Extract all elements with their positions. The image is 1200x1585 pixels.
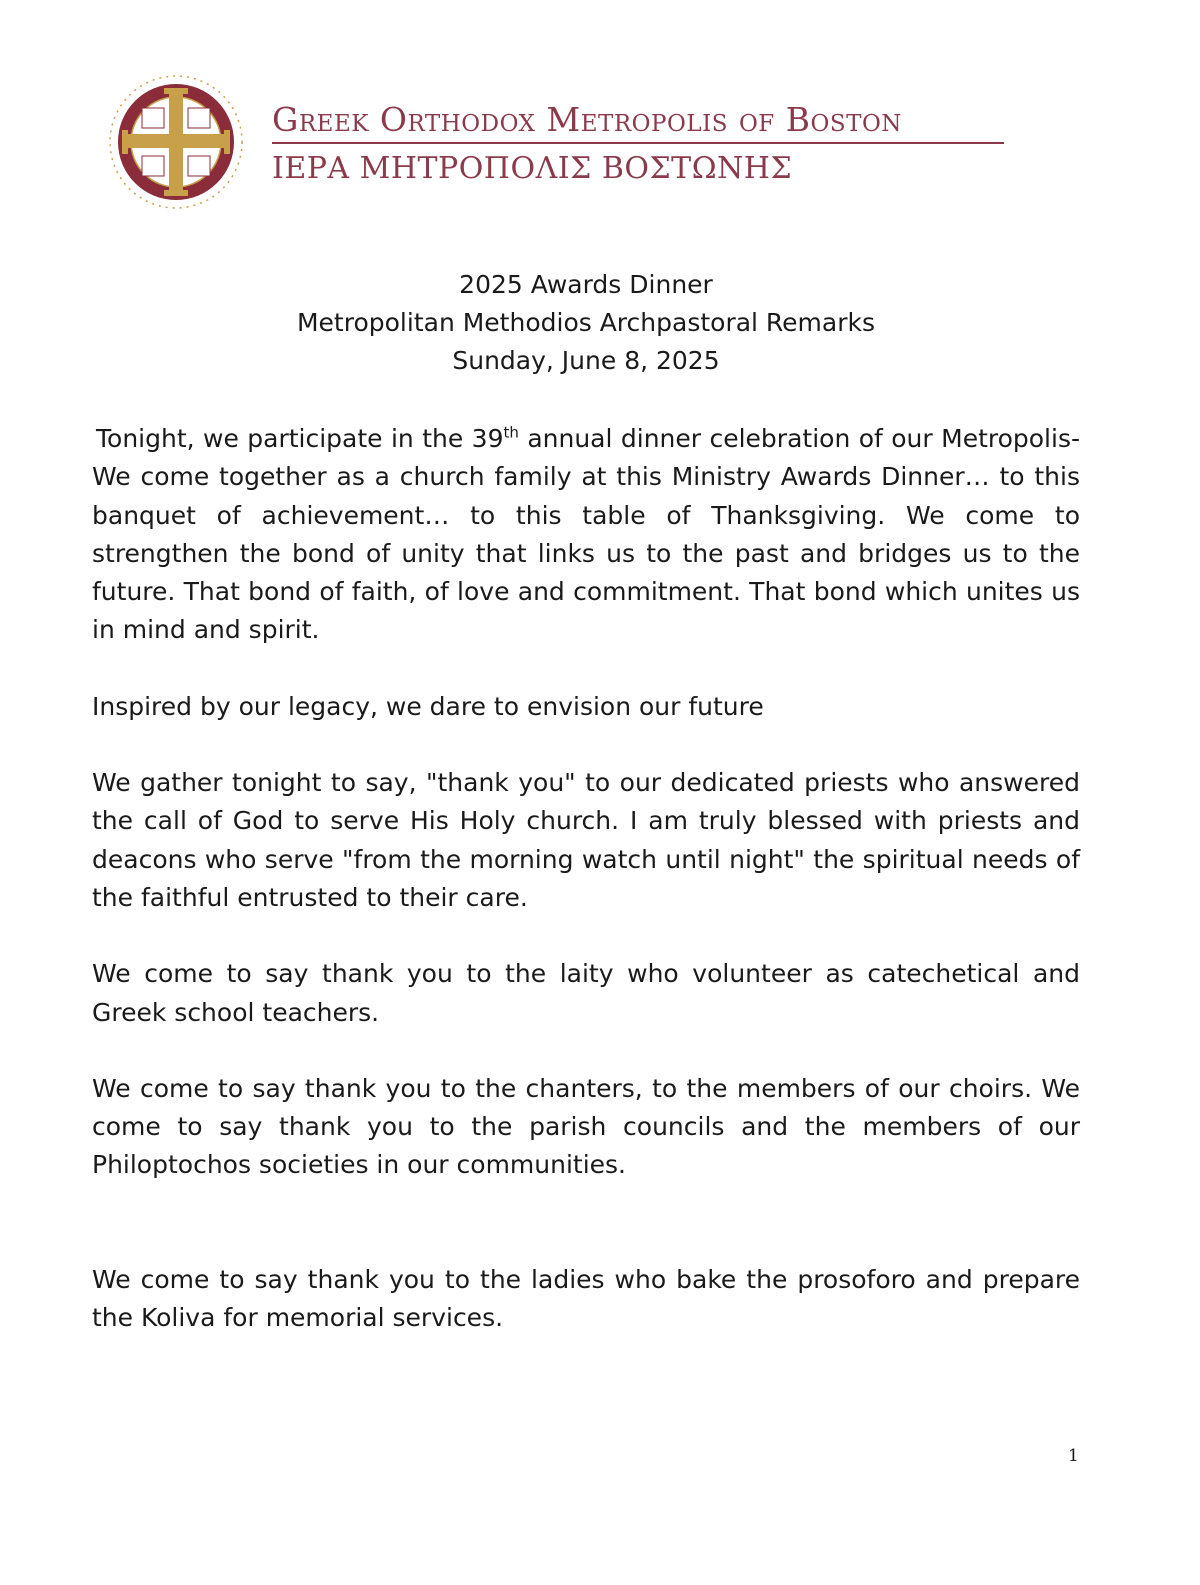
title-subject: Metropolitan Methodios Archpastoral Remarks [296,308,876,337]
letterhead [106,72,1006,222]
paragraph-4: We come to say thank you to the laity who volunteer as catechetical and Greek school teachers. [92,959,1080,1027]
document-body [92,420,1080,1337]
page-number: 1 [1068,1446,1079,1466]
paragraph-5: We come to say thank you to the chanters, to the members of our choirs. We come to say thank you to the parish councils and the members of our Philoptochos societies in our communities. [92,1073,1080,1180]
title-event: 2025 Awards Dinner [459,270,713,299]
paragraph-1-start: Tonight, we participate in the 39 [96,424,504,453]
document-title [0,266,1172,380]
paragraph-1 [92,420,1080,650]
ordinal-suffix: th [503,423,519,442]
title-date: Sunday, June 8, 2025 [452,346,720,375]
paragraph-1-rest: annual dinner celebration of our Metropolis- We come together as a church family at this Ministry Awards Dinner… to this banquet of achievement… to this table of Thanksgiving. We come to strengthen the bond of unity that links us to the past and bridges us to the future. That bond of faith, of love and commitment. That bond which unites us in mind and spirit. [92,424,1080,645]
paragraph-6: We come to say thank you to the ladies who bake the prosoforo and prepare the Koliva for memorial services. [92,1264,1080,1333]
orthodox-cross-seal-icon [106,72,246,212]
org-name-english: Greek Orthodox Metropolis of Boston [272,100,902,139]
paragraph-3: We gather tonight to say, "thank you" to our dedicated priests who answered the call of God to serve His Holy church. I am truly blessed with priests and deacons who serve "from the morning watch until night" the spiritual needs of the faithful entrusted to their care. [92,768,1080,912]
letterhead-divider [272,142,1004,144]
org-name-greek: ΙΕΡΑ ΜΗΤΡΟΠΟΛΙΣ ΒΟΣΤΩΝΗΣ [272,151,793,186]
organization-names [272,100,1008,188]
paragraph-2: Inspired by our legacy, we dare to envision our future [92,691,764,721]
